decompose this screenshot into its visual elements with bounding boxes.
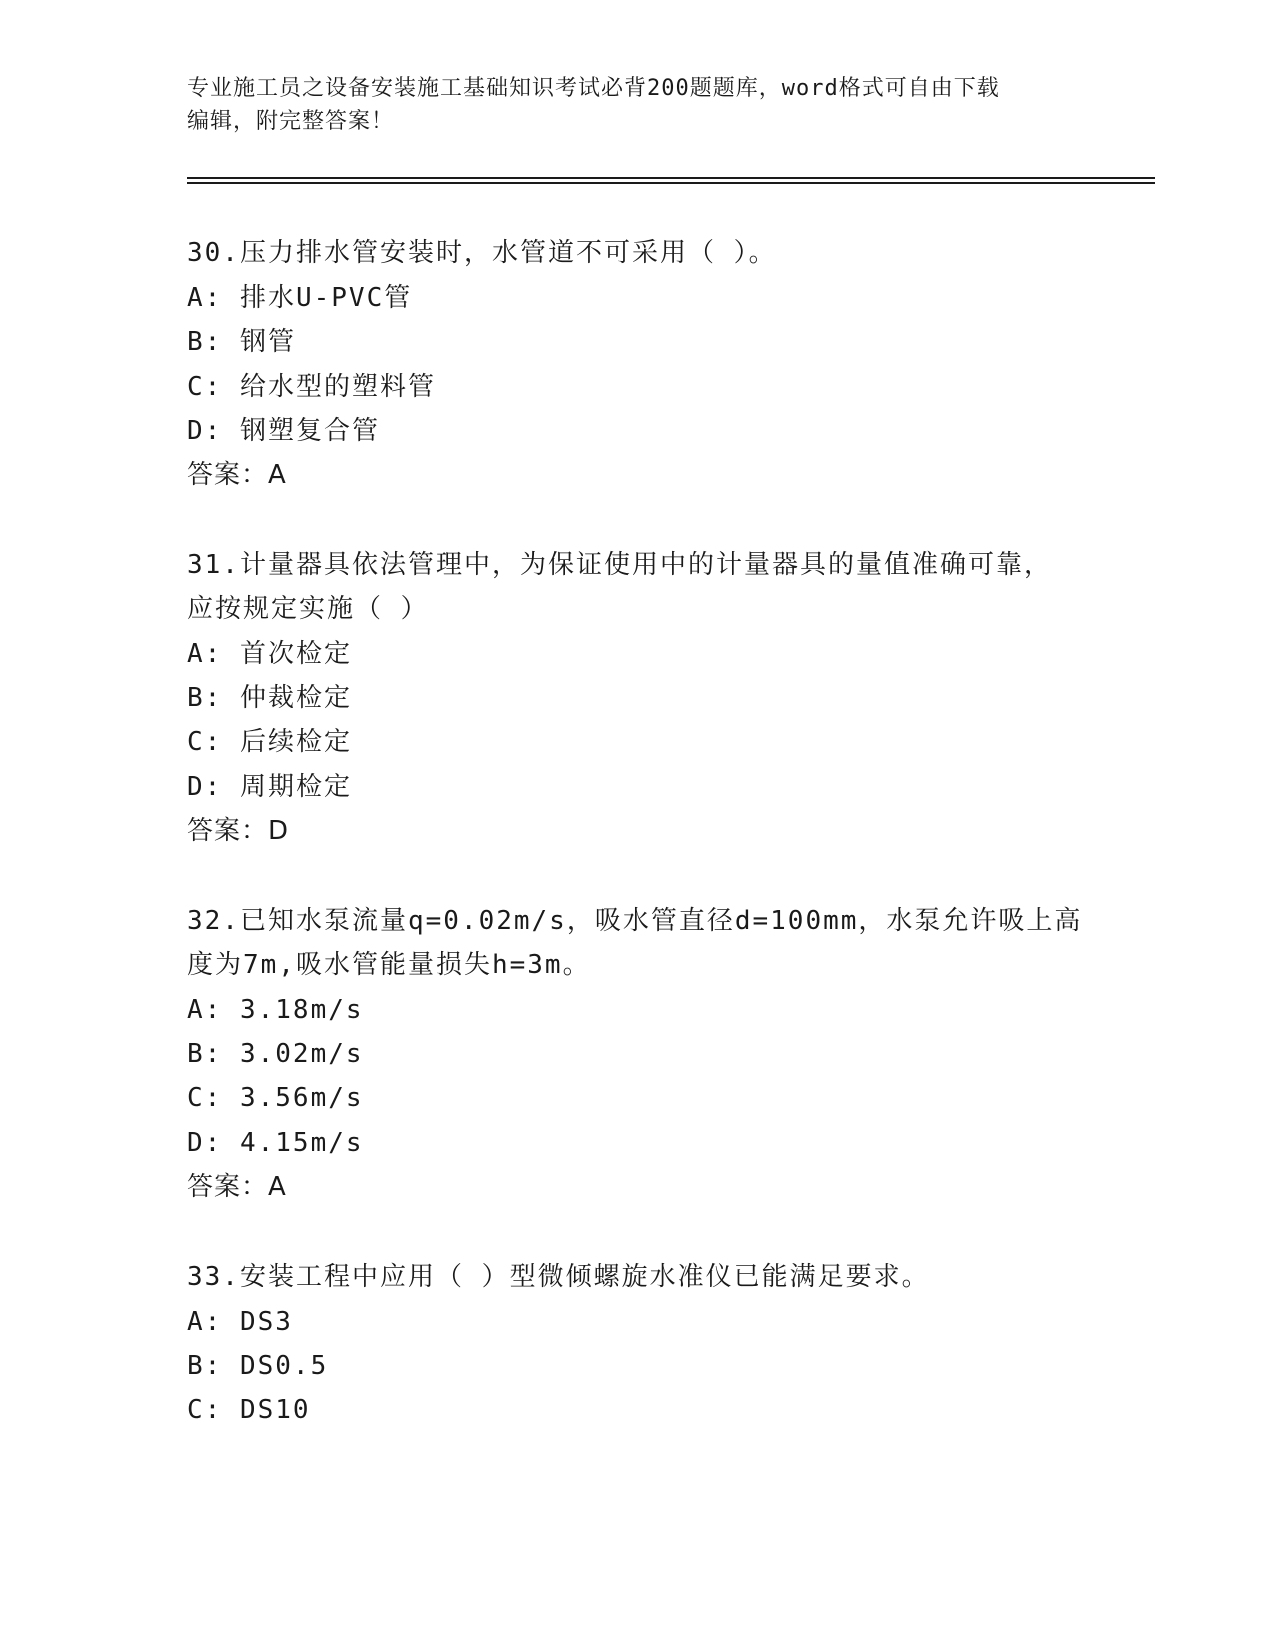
question-32-option-c: C: 3.56m/s [187, 1083, 364, 1113]
document-header [187, 72, 1067, 138]
question-33-option-c: C: DS10 [187, 1395, 311, 1425]
question-32-option-a: A: 3.18m/s [187, 995, 364, 1025]
question-30-stem: 30.压力排水管安装时，水管道不可采用（ ）。 [187, 238, 777, 268]
header-line-1: 专业施工员之设备安装施工基础知识考试必背200题题库，word格式可自由下载 [187, 76, 1000, 101]
question-30-answer: 答案：A [187, 460, 287, 490]
question-31-stem-line-1: 31.计量器具依法管理中，为保证使用中的计量器具的量值准确可靠， [187, 550, 1052, 580]
question-33-option-b: B: DS0.5 [187, 1351, 329, 1381]
header-line-2: 编辑，附完整答案！ [187, 109, 395, 134]
question-32-option-d: D: 4.15m/s [187, 1128, 364, 1158]
question-32-stem-line-1: 32.已知水泵流量q=0.02m/s，吸水管直径d=100mm，水泵允许吸上高 [187, 906, 1083, 936]
question-33-stem: 33.安装工程中应用（ ）型微倾螺旋水准仪已能满足要求。 [187, 1262, 930, 1292]
header-divider-top [187, 177, 1155, 179]
question-30-option-a: A: 排水U-PVC管 [187, 283, 413, 313]
question-31-option-b: B: 仲裁检定 [187, 683, 352, 713]
question-30-option-d: D: 钢塑复合管 [187, 416, 380, 446]
question-33-option-a: A: DS3 [187, 1307, 293, 1337]
question-30-option-c: C: 给水型的塑料管 [187, 372, 436, 402]
question-32-stem-line-2: 度为7m,吸水管能量损失h=3m。 [187, 950, 591, 980]
header-divider-bottom [187, 182, 1155, 184]
question-31-stem-line-2: 应按规定实施（ ） [187, 594, 429, 624]
question-31-option-a: A: 首次检定 [187, 639, 352, 669]
question-30-option-b: B: 钢管 [187, 327, 296, 357]
question-31-option-c: C: 后续检定 [187, 727, 352, 757]
question-32-answer: 答案：A [187, 1172, 287, 1202]
question-32-option-b: B: 3.02m/s [187, 1039, 364, 1069]
question-31-option-d: D: 周期检定 [187, 772, 352, 802]
question-31-answer: 答案：D [187, 816, 290, 846]
